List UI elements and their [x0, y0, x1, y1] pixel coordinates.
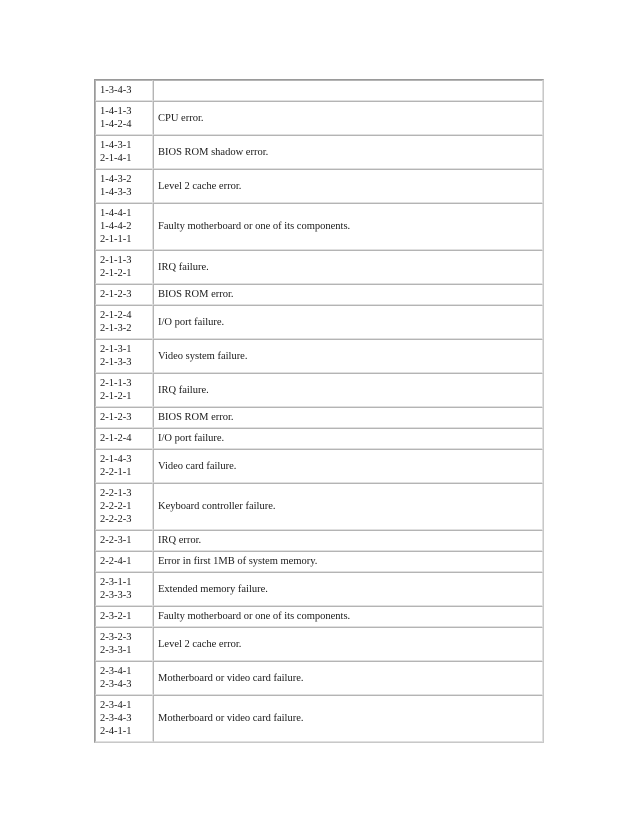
beep-code-cell: [95, 627, 153, 661]
beep-code-cell: [95, 339, 153, 373]
beep-code-cell: [95, 101, 153, 135]
beep-code: 1-4-3-1: [100, 140, 132, 151]
beep-code: 2-2-4-1: [100, 556, 132, 567]
beep-code: 1-4-4-1: [100, 208, 132, 219]
table-row: [95, 407, 543, 428]
beep-code: 2-1-2-3: [100, 289, 132, 300]
table-row: [95, 627, 543, 661]
beep-code: 2-1-2-1: [100, 268, 132, 279]
beep-code: 2-1-2-3: [100, 412, 132, 423]
beep-code-cell: [95, 169, 153, 203]
error-description: Motherboard or video card failure.: [153, 661, 543, 695]
error-description: IRQ failure.: [153, 373, 543, 407]
error-description: Faulty motherboard or one of its components.: [153, 606, 543, 627]
error-description: IRQ failure.: [153, 250, 543, 284]
error-description: BIOS ROM shadow error.: [153, 135, 543, 169]
table-row: [95, 101, 543, 135]
beep-code-cell: [95, 428, 153, 449]
beep-code: 2-2-2-1: [100, 501, 132, 512]
table-row: [95, 339, 543, 373]
beep-code: 2-3-4-1: [100, 666, 132, 677]
beep-code: 2-3-3-1: [100, 645, 132, 656]
beep-code-cell: [95, 695, 153, 742]
error-description: [153, 80, 543, 101]
table-row: [95, 135, 543, 169]
beep-code: 1-4-2-4: [100, 119, 132, 130]
beep-code: 1-4-4-2: [100, 221, 132, 232]
table-row: [95, 572, 543, 606]
error-description: I/O port failure.: [153, 428, 543, 449]
table-row: [95, 250, 543, 284]
beep-code-cell: [95, 606, 153, 627]
beep-code-cell: [95, 80, 153, 101]
table-row: [95, 661, 543, 695]
beep-code: 2-1-1-1: [100, 234, 132, 245]
error-description: I/O port failure.: [153, 305, 543, 339]
beep-code: 1-3-4-3: [100, 85, 132, 96]
error-description: BIOS ROM error.: [153, 284, 543, 305]
beep-code-cell: [95, 250, 153, 284]
error-description: IRQ error.: [153, 530, 543, 551]
table-row: [95, 305, 543, 339]
beep-code-cell: [95, 203, 153, 250]
beep-code-cell: [95, 530, 153, 551]
beep-code: 2-3-2-3: [100, 632, 132, 643]
beep-code-table-body: [95, 80, 543, 742]
beep-code: 2-3-4-1: [100, 700, 132, 711]
beep-code: 2-1-3-2: [100, 323, 132, 334]
table-row: [95, 530, 543, 551]
beep-code: 1-4-3-2: [100, 174, 132, 185]
beep-code: 2-2-2-3: [100, 514, 132, 525]
beep-code: 2-3-4-3: [100, 713, 132, 724]
beep-code-cell: [95, 135, 153, 169]
error-description: CPU error.: [153, 101, 543, 135]
beep-code-table: [94, 79, 544, 743]
beep-code: 2-3-1-1: [100, 577, 132, 588]
table-row: [95, 80, 543, 101]
beep-code: 2-1-4-1: [100, 153, 132, 164]
error-description: BIOS ROM error.: [153, 407, 543, 428]
beep-code: 2-1-2-4: [100, 433, 132, 444]
beep-code: 2-2-1-3: [100, 488, 132, 499]
beep-code: 1-4-3-3: [100, 187, 132, 198]
error-description: Keyboard controller failure.: [153, 483, 543, 530]
beep-code: 2-1-3-1: [100, 344, 132, 355]
beep-code-cell: [95, 373, 153, 407]
table-row: [95, 449, 543, 483]
beep-code: 2-1-2-1: [100, 391, 132, 402]
beep-code: 2-2-3-1: [100, 535, 132, 546]
table-row: [95, 284, 543, 305]
beep-code: 2-4-1-1: [100, 726, 132, 737]
error-description: Video card failure.: [153, 449, 543, 483]
error-description: Video system failure.: [153, 339, 543, 373]
table-row: [95, 428, 543, 449]
beep-code: 2-1-1-3: [100, 255, 132, 266]
beep-code: 2-3-2-1: [100, 611, 132, 622]
table-row: [95, 551, 543, 572]
beep-code: 2-1-3-3: [100, 357, 132, 368]
error-description: Faulty motherboard or one of its components.: [153, 203, 543, 250]
beep-code-cell: [95, 407, 153, 428]
table-row: [95, 695, 543, 742]
table-row: [95, 483, 543, 530]
error-description: Extended memory failure.: [153, 572, 543, 606]
beep-code: 2-1-1-3: [100, 378, 132, 389]
beep-code-cell: [95, 661, 153, 695]
beep-code: 2-3-4-3: [100, 679, 132, 690]
beep-code: 1-4-1-3: [100, 106, 132, 117]
beep-code-cell: [95, 284, 153, 305]
beep-code-cell: [95, 483, 153, 530]
beep-code-cell: [95, 305, 153, 339]
beep-code-cell: [95, 551, 153, 572]
error-description: Level 2 cache error.: [153, 627, 543, 661]
beep-code-cell: [95, 449, 153, 483]
error-description: Error in first 1MB of system memory.: [153, 551, 543, 572]
table-row: [95, 373, 543, 407]
table-row: [95, 203, 543, 250]
error-description: Level 2 cache error.: [153, 169, 543, 203]
table-row: [95, 606, 543, 627]
beep-code-cell: [95, 572, 153, 606]
error-description: Motherboard or video card failure.: [153, 695, 543, 742]
beep-code: 2-2-1-1: [100, 467, 132, 478]
beep-code: 2-1-4-3: [100, 454, 132, 465]
table-row: [95, 169, 543, 203]
beep-code: 2-3-3-3: [100, 590, 132, 601]
beep-code: 2-1-2-4: [100, 310, 132, 321]
